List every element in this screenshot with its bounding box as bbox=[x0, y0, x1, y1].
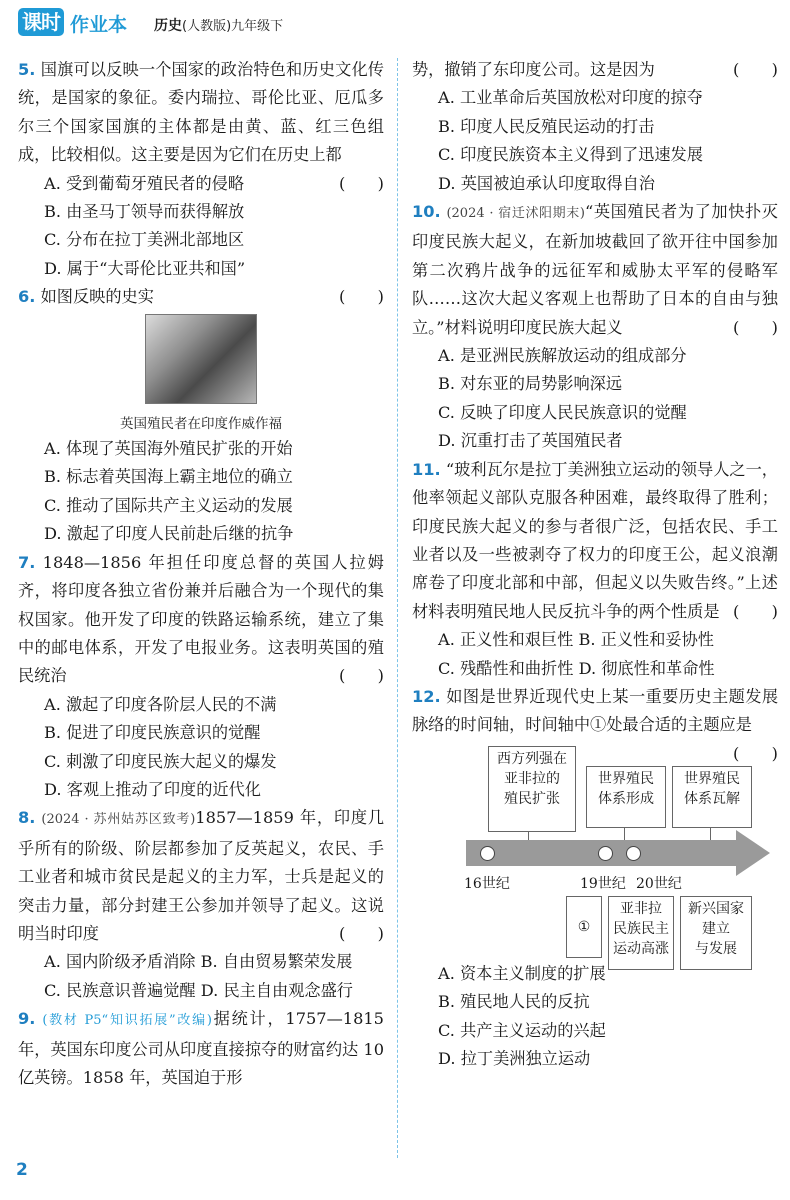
option-a[interactable]: A. 体现了英国海外殖民扩张的开始 bbox=[44, 439, 293, 459]
historical-photo bbox=[145, 314, 257, 404]
option-c[interactable]: C. 共产主义运动的兴起 bbox=[438, 1020, 606, 1040]
answer-paren[interactable]: ( ) bbox=[732, 60, 778, 79]
subject-name: 历史 bbox=[154, 18, 182, 34]
answer-paren[interactable]: ( ) bbox=[338, 173, 384, 193]
option-c[interactable]: C. 推动了国际共产主义运动的发展 bbox=[44, 495, 293, 515]
brand-title: 作业本 bbox=[70, 14, 128, 36]
edition: (人教版) bbox=[182, 19, 232, 34]
question-stem: 如图是世界近现代史上某一重要历史主题发展脉络的时间轴，时间轴中①处最合适的主题应是 bbox=[412, 686, 779, 735]
box-line: 世界殖民 bbox=[684, 770, 740, 787]
question-source: (2024 · 苏州姑苏区致考) bbox=[41, 812, 196, 828]
timeline-bottom-box-3 bbox=[680, 896, 752, 970]
box-line: 体系瓦解 bbox=[684, 790, 740, 807]
box-line: 体系形成 bbox=[598, 790, 654, 807]
box-line: 与发展 bbox=[695, 940, 737, 957]
answer-paren[interactable]: ( ) bbox=[732, 317, 778, 337]
question-number: 6. bbox=[18, 287, 36, 307]
column-divider bbox=[397, 58, 398, 1158]
option-d[interactable]: D. 彻底性和革命性 bbox=[578, 658, 715, 678]
question-stem: 1857—1859 年，印度几乎所有的阶级、阶层都参加了反英起义，农民、手工业者和城市贫民是起义的主力军，士兵是起义的突击力量，部分封建王公参加并领导了起义。这说明当时印度 bbox=[18, 808, 385, 943]
question-stem: 国旗可以反映一个国家的政治特色和历史文化传统，是国家的象征。委内瑞拉、哥伦比亚、厄瓜多尔三个国家国旗的主体都是由黄、蓝、红三色组成，比较相似。这主要是因为它们在历史上都 bbox=[18, 60, 384, 165]
question-number: 8. bbox=[18, 808, 36, 828]
option-c[interactable]: C. 分布在拉丁美洲北部地区 bbox=[44, 230, 245, 250]
figure-caption: 英国殖民者在印度作威作福 bbox=[120, 416, 282, 433]
option-a[interactable]: A. 激起了印度各阶层人民的不满 bbox=[44, 694, 277, 714]
answer-paren[interactable]: ( ) bbox=[732, 601, 778, 621]
option-d[interactable]: D. 沉重打击了英国殖民者 bbox=[438, 431, 623, 451]
question-stem: “玻利瓦尔是拉丁美洲独立运动的领导人之一，他率领起义部队克服各种困难，最终取得了胜利；印度民族大起义的参与者很广泛，包括农民、手工业者以及一些被剥夺了权力的印度王公，起义浪潮席卷了印度北部和中部，但起义以失败告终。”上述材料表明殖民地人民反抗斗争的两个性质是 bbox=[412, 459, 778, 621]
option-c[interactable]: C. 民族意识普遍觉醒 bbox=[44, 980, 196, 1000]
option-a[interactable]: A. 国内阶级矛盾消除 bbox=[44, 952, 196, 972]
option-b[interactable]: B. 自由贸易繁荣发展 bbox=[200, 952, 353, 972]
option-c[interactable]: C. 刺激了印度民族大起义的爆发 bbox=[44, 751, 277, 771]
timeline-bottom-box-2 bbox=[608, 896, 674, 970]
box-line: 殖民扩张 bbox=[504, 790, 560, 807]
option-c[interactable]: C. 印度民族资本主义得到了迅速发展 bbox=[438, 145, 703, 165]
question-stem-continued: 势，撤销了东印度公司。这是因为 bbox=[412, 60, 655, 79]
option-a[interactable]: A. 是亚洲民族解放运动的组成部分 bbox=[438, 346, 687, 366]
option-c[interactable]: C. 残酷性和曲折性 bbox=[438, 658, 574, 678]
question-source: (教材 P5“知识拓展”改编) bbox=[42, 1013, 212, 1029]
figure bbox=[18, 314, 384, 435]
page-number: 2 bbox=[16, 1160, 28, 1180]
question-number: 11. bbox=[412, 459, 441, 479]
option-b[interactable]: B. 促进了印度民族意识的觉醒 bbox=[44, 723, 261, 743]
subject-title bbox=[154, 15, 283, 35]
question-6 bbox=[18, 283, 384, 548]
timeline-label-19: 19世纪 bbox=[580, 875, 626, 892]
answer-paren[interactable]: ( ) bbox=[732, 743, 778, 763]
timeline-dot-20 bbox=[626, 846, 641, 861]
option-cd bbox=[412, 655, 778, 683]
right-column bbox=[412, 56, 778, 1073]
option-c[interactable]: C. 反映了印度人民民族意识的觉醒 bbox=[438, 402, 687, 422]
timeline-arrow-head bbox=[736, 830, 770, 876]
question-10 bbox=[412, 198, 778, 456]
timeline-dot-16 bbox=[480, 846, 495, 861]
timeline-dot-19 bbox=[598, 846, 613, 861]
option-b[interactable]: B. 殖民地人民的反抗 bbox=[438, 992, 590, 1012]
question-number: 10. bbox=[412, 202, 441, 222]
option-b[interactable]: B. 印度人民反殖民运动的打击 bbox=[438, 116, 655, 136]
box-line: 亚非拉的 bbox=[504, 770, 560, 787]
answer-paren[interactable]: ( ) bbox=[338, 923, 384, 943]
answer-paren[interactable]: ( ) bbox=[338, 666, 384, 686]
question-7 bbox=[18, 549, 384, 805]
option-d[interactable]: D. 英国被迫承认印度取得自治 bbox=[438, 173, 655, 193]
option-ab bbox=[412, 626, 778, 654]
option-cd bbox=[18, 977, 384, 1005]
question-number: 9. bbox=[18, 1009, 36, 1029]
page-header bbox=[18, 6, 778, 40]
option-d[interactable]: D. 激起了印度人民前赴后继的抗争 bbox=[44, 524, 294, 544]
question-number: 12. bbox=[412, 686, 441, 706]
question-source: (2024 · 宿迁沭阳期末) bbox=[446, 206, 585, 222]
question-11 bbox=[412, 456, 778, 683]
question-stem: 据统计，1757—1815 年，英国东印度公司从印度直接掠夺的财富约达 10 亿英镑。1858 年，英国迫于形 bbox=[18, 1009, 384, 1087]
option-b[interactable]: B. 由圣马丁领导而获得解放 bbox=[44, 202, 245, 222]
timeline-top-box-2 bbox=[586, 766, 666, 828]
option-d[interactable]: D. 民主自由观念盛行 bbox=[200, 980, 353, 1000]
option-d[interactable]: D. 客观上推动了印度的近代化 bbox=[44, 779, 261, 799]
option-a[interactable]: A. 正义性和艰巨性 bbox=[438, 630, 574, 650]
timeline-label-20: 20世纪 bbox=[636, 875, 682, 892]
option-d[interactable]: D. 拉丁美洲独立运动 bbox=[438, 1048, 591, 1068]
question-12 bbox=[412, 683, 778, 1073]
answer-paren[interactable]: ( ) bbox=[338, 287, 384, 307]
option-b[interactable]: B. 对东亚的局势影响深远 bbox=[438, 374, 623, 394]
timeline-label-16: 16世纪 bbox=[464, 875, 510, 892]
question-5 bbox=[18, 56, 384, 283]
timeline-top-box-3 bbox=[672, 766, 752, 828]
question-stem: 1848—1856 年担任印度总督的英国人拉姆齐，将印度各独立省份兼并后融合为一个现代的集权国家。他开发了印度的铁路运输系统，建立了集中的邮电体系，开发了电报业务。这表明英国的殖民统治 bbox=[18, 552, 384, 686]
option-b[interactable]: B. 标志着英国海上霸主地位的确立 bbox=[44, 467, 293, 487]
timeline-diagram bbox=[412, 744, 778, 958]
question-number: 5. bbox=[18, 60, 36, 79]
logo: 课时 bbox=[18, 8, 64, 36]
question-8 bbox=[18, 804, 384, 1005]
timeline-top-box-1 bbox=[488, 746, 576, 832]
option-a[interactable]: A. 资本主义制度的扩展 bbox=[438, 963, 606, 983]
option-a[interactable]: A. 受到葡萄牙殖民者的侵略 bbox=[44, 173, 245, 193]
grade: 九年级下 bbox=[231, 19, 284, 34]
box-line: 亚非拉 bbox=[620, 900, 662, 917]
box-line: 世界殖民 bbox=[598, 770, 654, 787]
option-b[interactable]: B. 正义性和妥协性 bbox=[578, 630, 714, 650]
question-9-part1 bbox=[18, 1005, 384, 1092]
question-stem: “英国殖民者为了加快扑灭印度民族大起义，在新加坡截回了欲开往中国参加第二次鸦片战争的远征军和威胁太平军的侵略军队……这次大起义客观上也帮助了日本的自由与独立。”材料说明印度民族大起义 bbox=[412, 202, 778, 337]
timeline-bottom-box-1 bbox=[566, 896, 602, 958]
box-line: 运动高涨 bbox=[613, 940, 669, 957]
box-line: 西方列强在 bbox=[497, 750, 567, 767]
option-a[interactable]: A. 工业革命后英国放松对印度的掠夺 bbox=[438, 88, 703, 108]
question-stem: 如图反映的史实 bbox=[40, 287, 154, 307]
box-line: 民族民主 bbox=[613, 920, 669, 937]
option-d[interactable]: D. 属于“大哥伦比亚共和国” bbox=[44, 258, 246, 278]
left-column bbox=[18, 56, 384, 1092]
box-line: 建立 bbox=[702, 920, 730, 937]
box-line: 新兴国家 bbox=[688, 900, 744, 917]
option-ab bbox=[18, 948, 384, 976]
blank-marker: ① bbox=[577, 918, 591, 935]
question-number: 7. bbox=[18, 552, 36, 572]
question-9-part2 bbox=[412, 56, 778, 198]
